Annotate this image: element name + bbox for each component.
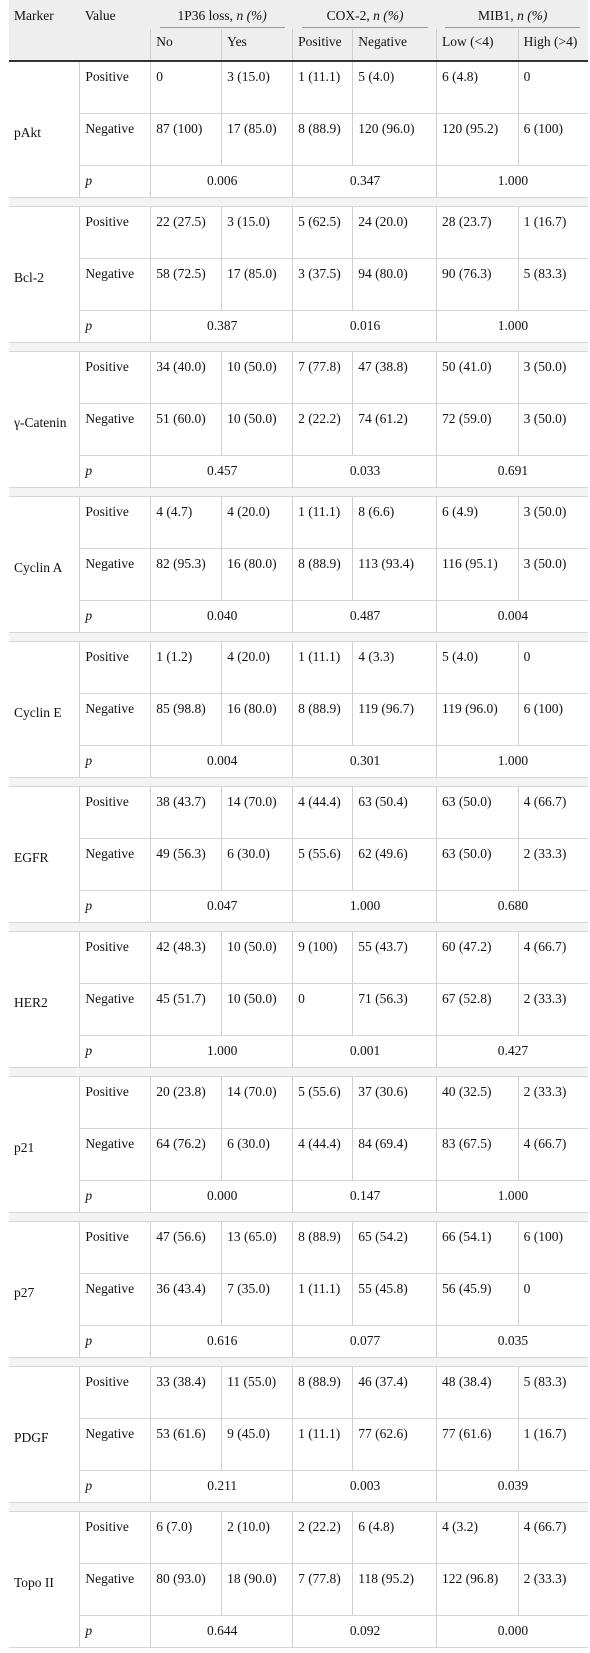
p-value-row <box>9 1036 588 1068</box>
data-cell: 8 (88.9) <box>293 694 353 746</box>
p-value: 0.077 <box>293 1326 437 1358</box>
data-cell: 5 (4.0) <box>353 61 437 114</box>
p-value-row <box>9 891 588 923</box>
data-cell: 77 (61.6) <box>436 1419 518 1471</box>
data-cell: 6 (4.8) <box>436 61 518 114</box>
data-cell: 5 (55.6) <box>293 1077 353 1129</box>
p-label-text: p <box>85 1623 93 1638</box>
data-cell: 45 (51.7) <box>151 984 222 1036</box>
header-value: Value <box>80 0 151 29</box>
p-value: 0.211 <box>151 1471 293 1503</box>
spacer-cell <box>9 633 588 642</box>
data-cell: 48 (38.4) <box>436 1367 518 1419</box>
data-cell: 4 (44.4) <box>293 1129 353 1181</box>
data-cell: 20 (23.8) <box>151 1077 222 1129</box>
data-cell: 2 (33.3) <box>518 839 588 891</box>
data-cell: 6 (100) <box>518 1222 588 1274</box>
table-row <box>9 1222 588 1274</box>
value-label-positive: Positive <box>80 497 151 549</box>
p-value: 0.039 <box>436 1471 588 1503</box>
data-cell: 119 (96.7) <box>353 694 437 746</box>
data-cell: 36 (43.4) <box>151 1274 222 1326</box>
p-value: 0.147 <box>293 1181 437 1213</box>
table-row <box>9 404 588 456</box>
data-cell: 4 (20.0) <box>222 497 293 549</box>
data-cell: 5 (4.0) <box>436 642 518 694</box>
data-cell: 1 (11.1) <box>293 61 353 114</box>
data-cell: 118 (95.2) <box>353 1564 437 1616</box>
marker-cell: p21 <box>9 1077 80 1213</box>
data-cell: 82 (95.3) <box>151 549 222 601</box>
data-cell: 6 (4.9) <box>436 497 518 549</box>
data-cell: 8 (88.9) <box>293 549 353 601</box>
p-label <box>80 1181 151 1213</box>
data-cell: 49 (56.3) <box>151 839 222 891</box>
marker-cell: Topo II <box>9 1512 80 1648</box>
data-cell: 67 (52.8) <box>436 984 518 1036</box>
p-label <box>80 746 151 778</box>
header-group-1p36-label: 1P36 loss, <box>177 8 237 23</box>
data-cell: 0 <box>293 984 353 1036</box>
data-cell: 0 <box>151 61 222 114</box>
data-cell: 3 (50.0) <box>518 404 588 456</box>
header-group-cox2-label: COX-2, <box>326 8 374 23</box>
table-row <box>9 839 588 891</box>
table-row <box>9 61 588 114</box>
value-label-negative: Negative <box>80 1274 151 1326</box>
group-spacer <box>9 198 588 207</box>
data-cell: 65 (54.2) <box>353 1222 437 1274</box>
p-label-text: p <box>85 1333 93 1348</box>
data-cell: 56 (45.9) <box>436 1274 518 1326</box>
p-value: 0.004 <box>436 601 588 633</box>
data-cell: 38 (43.7) <box>151 787 222 839</box>
data-cell: 1 (11.1) <box>293 1419 353 1471</box>
data-cell: 122 (96.8) <box>436 1564 518 1616</box>
subheader-high: High (>4) <box>518 29 588 61</box>
data-cell: 53 (61.6) <box>151 1419 222 1471</box>
data-cell: 120 (95.2) <box>436 114 518 166</box>
data-cell: 4 (44.4) <box>293 787 353 839</box>
group-spacer <box>9 488 588 497</box>
data-cell: 119 (96.0) <box>436 694 518 746</box>
data-cell: 7 (77.8) <box>293 352 353 404</box>
p-value: 0.680 <box>436 891 588 923</box>
data-cell: 4 (3.2) <box>436 1512 518 1564</box>
data-cell: 40 (32.5) <box>436 1077 518 1129</box>
data-cell: 120 (96.0) <box>353 114 437 166</box>
value-label-positive: Positive <box>80 1222 151 1274</box>
data-cell: 63 (50.0) <box>436 787 518 839</box>
data-cell: 13 (65.0) <box>222 1222 293 1274</box>
table-row <box>9 642 588 694</box>
data-cell: 66 (54.1) <box>436 1222 518 1274</box>
header-group-mib1-unit: n (%) <box>517 8 548 23</box>
data-cell: 18 (90.0) <box>222 1564 293 1616</box>
table-row <box>9 1512 588 1564</box>
data-cell: 10 (50.0) <box>222 352 293 404</box>
spacer-cell <box>9 343 588 352</box>
marker-cell: EGFR <box>9 787 80 923</box>
spacer-cell <box>9 923 588 932</box>
data-cell: 83 (67.5) <box>436 1129 518 1181</box>
p-label-text: p <box>85 1478 93 1493</box>
group-spacer <box>9 778 588 787</box>
data-cell: 51 (60.0) <box>151 404 222 456</box>
data-cell: 24 (20.0) <box>353 207 437 259</box>
header-marker: Marker <box>9 0 80 29</box>
p-label-text: p <box>85 608 93 623</box>
table-row <box>9 932 588 984</box>
header-spacer <box>80 29 151 61</box>
data-cell: 1 (11.1) <box>293 497 353 549</box>
data-cell: 58 (72.5) <box>151 259 222 311</box>
table-row <box>9 114 588 166</box>
data-cell: 6 (7.0) <box>151 1512 222 1564</box>
p-value: 0.004 <box>151 746 293 778</box>
data-cell: 0 <box>518 1274 588 1326</box>
p-value-row <box>9 456 588 488</box>
p-label-text: p <box>85 753 93 768</box>
p-label <box>80 1036 151 1068</box>
data-cell: 8 (88.9) <box>293 114 353 166</box>
data-cell: 34 (40.0) <box>151 352 222 404</box>
data-cell: 14 (70.0) <box>222 1077 293 1129</box>
value-label-negative: Negative <box>80 984 151 1036</box>
p-label <box>80 311 151 343</box>
data-cell: 3 (15.0) <box>222 207 293 259</box>
value-label-positive: Positive <box>80 1077 151 1129</box>
data-cell: 4 (66.7) <box>518 787 588 839</box>
data-cell: 4 (66.7) <box>518 1512 588 1564</box>
group-spacer <box>9 1213 588 1222</box>
data-cell: 2 (33.3) <box>518 1564 588 1616</box>
p-value-row <box>9 746 588 778</box>
p-value: 0.040 <box>151 601 293 633</box>
spacer-cell <box>9 1213 588 1222</box>
data-cell: 47 (56.6) <box>151 1222 222 1274</box>
data-cell: 94 (80.0) <box>353 259 437 311</box>
data-cell: 28 (23.7) <box>436 207 518 259</box>
data-cell: 7 (35.0) <box>222 1274 293 1326</box>
data-cell: 3 (37.5) <box>293 259 353 311</box>
subheader-positive: Positive <box>293 29 353 61</box>
p-value-row <box>9 1471 588 1503</box>
data-cell: 33 (38.4) <box>151 1367 222 1419</box>
data-cell: 55 (43.7) <box>353 932 437 984</box>
data-cell: 63 (50.4) <box>353 787 437 839</box>
spacer-cell <box>9 778 588 787</box>
data-cell: 0 <box>518 61 588 114</box>
data-cell: 3 (50.0) <box>518 549 588 601</box>
data-cell: 80 (93.0) <box>151 1564 222 1616</box>
marker-cell: γ-Catenin <box>9 352 80 488</box>
p-value: 0.301 <box>293 746 437 778</box>
subheader-no: No <box>151 29 222 61</box>
p-label <box>80 166 151 198</box>
header-group-mib1 <box>436 0 588 29</box>
value-label-negative: Negative <box>80 694 151 746</box>
data-cell: 6 (30.0) <box>222 839 293 891</box>
table-row <box>9 207 588 259</box>
marker-cell: PDGF <box>9 1367 80 1503</box>
data-cell: 5 (83.3) <box>518 1367 588 1419</box>
p-value-row <box>9 1616 588 1648</box>
data-cell: 4 (66.7) <box>518 932 588 984</box>
data-cell: 10 (50.0) <box>222 984 293 1036</box>
p-value: 0.387 <box>151 311 293 343</box>
group-spacer <box>9 1503 588 1512</box>
data-cell: 3 (15.0) <box>222 61 293 114</box>
p-value: 0.006 <box>151 166 293 198</box>
marker-cell: Cyclin A <box>9 497 80 633</box>
group-spacer <box>9 1358 588 1367</box>
marker-cell: Bcl-2 <box>9 207 80 343</box>
marker-association-table <box>9 0 588 1648</box>
subheader-yes: Yes <box>222 29 293 61</box>
marker-cell: p27 <box>9 1222 80 1358</box>
group-spacer <box>9 923 588 932</box>
data-cell: 1 (11.1) <box>293 1274 353 1326</box>
p-label <box>80 1616 151 1648</box>
data-cell: 5 (62.5) <box>293 207 353 259</box>
p-value: 1.000 <box>436 166 588 198</box>
value-label-positive: Positive <box>80 932 151 984</box>
value-label-negative: Negative <box>80 1419 151 1471</box>
data-cell: 4 (20.0) <box>222 642 293 694</box>
header-group-cox2-unit: n (%) <box>373 8 404 23</box>
p-value: 0.427 <box>436 1036 588 1068</box>
p-value: 1.000 <box>436 746 588 778</box>
table-row <box>9 984 588 1036</box>
data-cell: 116 (95.1) <box>436 549 518 601</box>
table-row <box>9 1129 588 1181</box>
p-value: 0.001 <box>293 1036 437 1068</box>
data-cell: 4 (3.3) <box>353 642 437 694</box>
data-cell: 1 (16.7) <box>518 207 588 259</box>
data-cell: 10 (50.0) <box>222 404 293 456</box>
data-cell: 77 (62.6) <box>353 1419 437 1471</box>
p-label-text: p <box>85 173 93 188</box>
data-cell: 3 (50.0) <box>518 497 588 549</box>
p-label <box>80 891 151 923</box>
data-cell: 84 (69.4) <box>353 1129 437 1181</box>
data-cell: 2 (33.3) <box>518 1077 588 1129</box>
p-label-text: p <box>85 898 93 913</box>
data-cell: 71 (56.3) <box>353 984 437 1036</box>
data-cell: 4 (4.7) <box>151 497 222 549</box>
data-cell: 60 (47.2) <box>436 932 518 984</box>
data-cell: 55 (45.8) <box>353 1274 437 1326</box>
value-label-positive: Positive <box>80 352 151 404</box>
data-cell: 2 (22.2) <box>293 1512 353 1564</box>
marker-cell: pAkt <box>9 61 80 198</box>
data-cell: 37 (30.6) <box>353 1077 437 1129</box>
data-cell: 63 (50.0) <box>436 839 518 891</box>
p-label <box>80 601 151 633</box>
table-row <box>9 787 588 839</box>
table-row <box>9 1419 588 1471</box>
group-spacer <box>9 1068 588 1077</box>
data-cell: 74 (61.2) <box>353 404 437 456</box>
p-label-text: p <box>85 318 93 333</box>
value-label-negative: Negative <box>80 404 151 456</box>
table-row <box>9 259 588 311</box>
p-value: 1.000 <box>293 891 437 923</box>
data-cell: 62 (49.6) <box>353 839 437 891</box>
data-cell: 11 (55.0) <box>222 1367 293 1419</box>
group-spacer <box>9 633 588 642</box>
data-cell: 50 (41.0) <box>436 352 518 404</box>
data-cell: 16 (80.0) <box>222 549 293 601</box>
p-value: 0.000 <box>151 1181 293 1213</box>
value-label-positive: Positive <box>80 1512 151 1564</box>
data-cell: 9 (45.0) <box>222 1419 293 1471</box>
header-group-mib1-label: MIB1, <box>478 8 518 23</box>
data-cell: 4 (66.7) <box>518 1129 588 1181</box>
data-cell: 3 (50.0) <box>518 352 588 404</box>
data-cell: 17 (85.0) <box>222 259 293 311</box>
data-cell: 17 (85.0) <box>222 114 293 166</box>
data-cell: 2 (33.3) <box>518 984 588 1036</box>
value-label-positive: Positive <box>80 207 151 259</box>
data-cell: 0 <box>518 642 588 694</box>
data-cell: 46 (37.4) <box>353 1367 437 1419</box>
p-label <box>80 1326 151 1358</box>
value-label-positive: Positive <box>80 61 151 114</box>
value-label-positive: Positive <box>80 1367 151 1419</box>
data-cell: 5 (83.3) <box>518 259 588 311</box>
data-cell: 8 (88.9) <box>293 1367 353 1419</box>
data-cell: 42 (48.3) <box>151 932 222 984</box>
value-label-negative: Negative <box>80 1564 151 1616</box>
p-value: 0.035 <box>436 1326 588 1358</box>
data-cell: 6 (30.0) <box>222 1129 293 1181</box>
p-label-text: p <box>85 1043 93 1058</box>
p-value-row <box>9 311 588 343</box>
table-row <box>9 1274 588 1326</box>
table-row <box>9 549 588 601</box>
table-row <box>9 694 588 746</box>
value-label-positive: Positive <box>80 787 151 839</box>
header-group-1p36 <box>151 0 293 29</box>
p-value: 0.691 <box>436 456 588 488</box>
spacer-cell <box>9 1068 588 1077</box>
table-row <box>9 497 588 549</box>
spacer-cell <box>9 488 588 497</box>
data-cell: 5 (55.6) <box>293 839 353 891</box>
p-value-row <box>9 166 588 198</box>
p-label-text: p <box>85 463 93 478</box>
data-cell: 1 (1.2) <box>151 642 222 694</box>
p-label <box>80 456 151 488</box>
marker-cell: HER2 <box>9 932 80 1068</box>
data-cell: 22 (27.5) <box>151 207 222 259</box>
subheader-low: Low (<4) <box>436 29 518 61</box>
value-label-negative: Negative <box>80 1129 151 1181</box>
p-label <box>80 1471 151 1503</box>
data-cell: 8 (88.9) <box>293 1222 353 1274</box>
data-cell: 2 (22.2) <box>293 404 353 456</box>
header-spacer <box>9 29 80 61</box>
group-spacer <box>9 343 588 352</box>
table-row <box>9 352 588 404</box>
value-label-positive: Positive <box>80 642 151 694</box>
value-label-negative: Negative <box>80 259 151 311</box>
p-value: 0.616 <box>151 1326 293 1358</box>
p-value: 0.347 <box>293 166 437 198</box>
data-cell: 10 (50.0) <box>222 932 293 984</box>
data-cell: 64 (76.2) <box>151 1129 222 1181</box>
p-value-row <box>9 601 588 633</box>
p-value: 0.092 <box>293 1616 437 1648</box>
table-row <box>9 1564 588 1616</box>
p-value: 0.487 <box>293 601 437 633</box>
p-value: 1.000 <box>436 1181 588 1213</box>
p-value-row <box>9 1326 588 1358</box>
data-cell: 72 (59.0) <box>436 404 518 456</box>
p-value-row <box>9 1181 588 1213</box>
table-row <box>9 1077 588 1129</box>
data-cell: 9 (100) <box>293 932 353 984</box>
data-cell: 14 (70.0) <box>222 787 293 839</box>
value-label-negative: Negative <box>80 839 151 891</box>
spacer-cell <box>9 1358 588 1367</box>
table-row <box>9 1367 588 1419</box>
p-label-text: p <box>85 1188 93 1203</box>
data-cell: 113 (93.4) <box>353 549 437 601</box>
p-value: 0.003 <box>293 1471 437 1503</box>
value-label-negative: Negative <box>80 114 151 166</box>
p-value: 0.644 <box>151 1616 293 1648</box>
p-value: 0.016 <box>293 311 437 343</box>
data-cell: 6 (100) <box>518 114 588 166</box>
marker-cell: Cyclin E <box>9 642 80 778</box>
data-cell: 8 (6.6) <box>353 497 437 549</box>
table-body <box>9 61 588 1648</box>
p-value: 1.000 <box>151 1036 293 1068</box>
data-cell: 85 (98.8) <box>151 694 222 746</box>
data-cell: 7 (77.8) <box>293 1564 353 1616</box>
p-value: 0.000 <box>436 1616 588 1648</box>
data-cell: 2 (10.0) <box>222 1512 293 1564</box>
data-cell: 1 (11.1) <box>293 642 353 694</box>
data-cell: 6 (100) <box>518 694 588 746</box>
spacer-cell <box>9 1503 588 1512</box>
p-value: 0.047 <box>151 891 293 923</box>
p-value: 1.000 <box>436 311 588 343</box>
data-cell: 6 (4.8) <box>353 1512 437 1564</box>
value-label-negative: Negative <box>80 549 151 601</box>
header-group-1p36-unit: n (%) <box>236 8 267 23</box>
data-cell: 90 (76.3) <box>436 259 518 311</box>
data-cell: 47 (38.8) <box>353 352 437 404</box>
header-group-cox2 <box>293 0 437 29</box>
p-value: 0.457 <box>151 456 293 488</box>
data-cell: 16 (80.0) <box>222 694 293 746</box>
p-value: 0.033 <box>293 456 437 488</box>
data-cell: 87 (100) <box>151 114 222 166</box>
subheader-negative: Negative <box>353 29 437 61</box>
spacer-cell <box>9 198 588 207</box>
data-cell: 1 (16.7) <box>518 1419 588 1471</box>
